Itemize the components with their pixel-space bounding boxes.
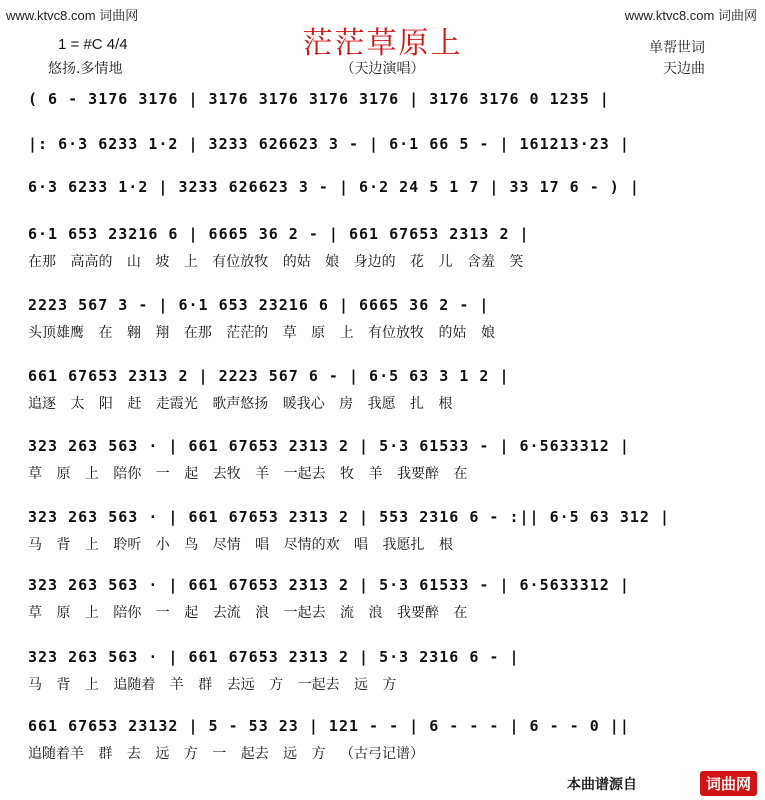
notation: 323 263 563 · | 661 67653 2313 2 | 5·3 61533 - | 6·5633312 | xyxy=(28,437,728,455)
tempo-marking: 悠扬.多情地 xyxy=(48,61,123,77)
key-signature: 1 = #C 4/4 xyxy=(58,36,128,53)
watermark-site: 词曲网 xyxy=(717,8,757,23)
composer-credit: 天边曲 xyxy=(663,61,705,77)
notation: 6·3 6233 1·2 | 3233 626623 3 - | 6·2 24 5 1 7 | 33 17 6 - ) | xyxy=(28,178,728,196)
notation: 323 263 563 · | 661 67653 2313 2 | 553 2316 6 - :|| 6·5 63 312 | xyxy=(28,508,728,526)
source-note: 本曲谱源自 xyxy=(567,777,637,793)
site-logo: 词曲网 xyxy=(700,771,757,796)
lyrics: 马 背 上 追随着 羊 群 去远 方 一起去 远 方 xyxy=(28,677,397,693)
song-title: 茫茫草原上 xyxy=(302,26,463,61)
notation: 323 263 563 · | 661 67653 2313 2 | 5·3 61533 - | 6·5633312 | xyxy=(28,576,728,594)
notation: ( 6 - 3176 3176 | 3176 3176 3176 3176 | 3176 3176 0 1235 | xyxy=(28,90,728,108)
lyrics: 马 背 上 聆听 小 鸟 尽情 唱 尽情的欢 唱 我愿扎 根 xyxy=(28,537,453,553)
lyrics: 草 原 上 陪你 一 起 去流 浪 一起去 流 浪 我要醉 在 xyxy=(28,605,468,621)
watermark-url: www.ktvc8.com xyxy=(6,8,96,23)
lyricist-credit: 单帮世词 xyxy=(649,40,705,56)
lyrics: 追逐 太 阳 赶 走霞光 歌声悠扬 暖我心 房 我愿 扎 根 xyxy=(28,396,453,412)
notation: 661 67653 2313 2 | 2223 567 6 - | 6·5 63 3 1 2 | xyxy=(28,367,728,385)
notation: 661 67653 23132 | 5 - 53 23 | 121 - - | 6 - - - | 6 - - 0 || xyxy=(28,717,728,735)
lyrics: 追随着羊 群 去 远 方 一 起去 远 方 （古弓记谱） xyxy=(28,746,425,762)
watermark-site: 词曲网 xyxy=(99,8,139,23)
performer-note: （天边演唱） xyxy=(340,61,425,77)
notation: 323 263 563 · | 661 67653 2313 2 | 5·3 2316 6 - | xyxy=(28,648,728,666)
lyrics: 在那 高高的 山 坡 上 有位放牧 的姑 娘 身边的 花 儿 含羞 笑 xyxy=(28,254,524,270)
notation: |: 6·3 6233 1·2 | 3233 626623 3 - | 6·1 66 5 - | 161213·23 | xyxy=(28,135,728,153)
notation: 2223 567 3 - | 6·1 653 23216 6 | 6665 36 2 - | xyxy=(28,296,728,314)
lyrics: 头顶雄鹰 在 翱 翔 在那 茫茫的 草 原 上 有位放牧 的姑 娘 xyxy=(28,325,495,341)
lyrics: 草 原 上 陪你 一 起 去牧 羊 一起去 牧 羊 我要醉 在 xyxy=(28,466,468,482)
notation: 6·1 653 23216 6 | 6665 36 2 - | 661 67653 2313 2 | xyxy=(28,225,728,243)
watermark-url: www.ktvc8.com xyxy=(624,8,715,23)
